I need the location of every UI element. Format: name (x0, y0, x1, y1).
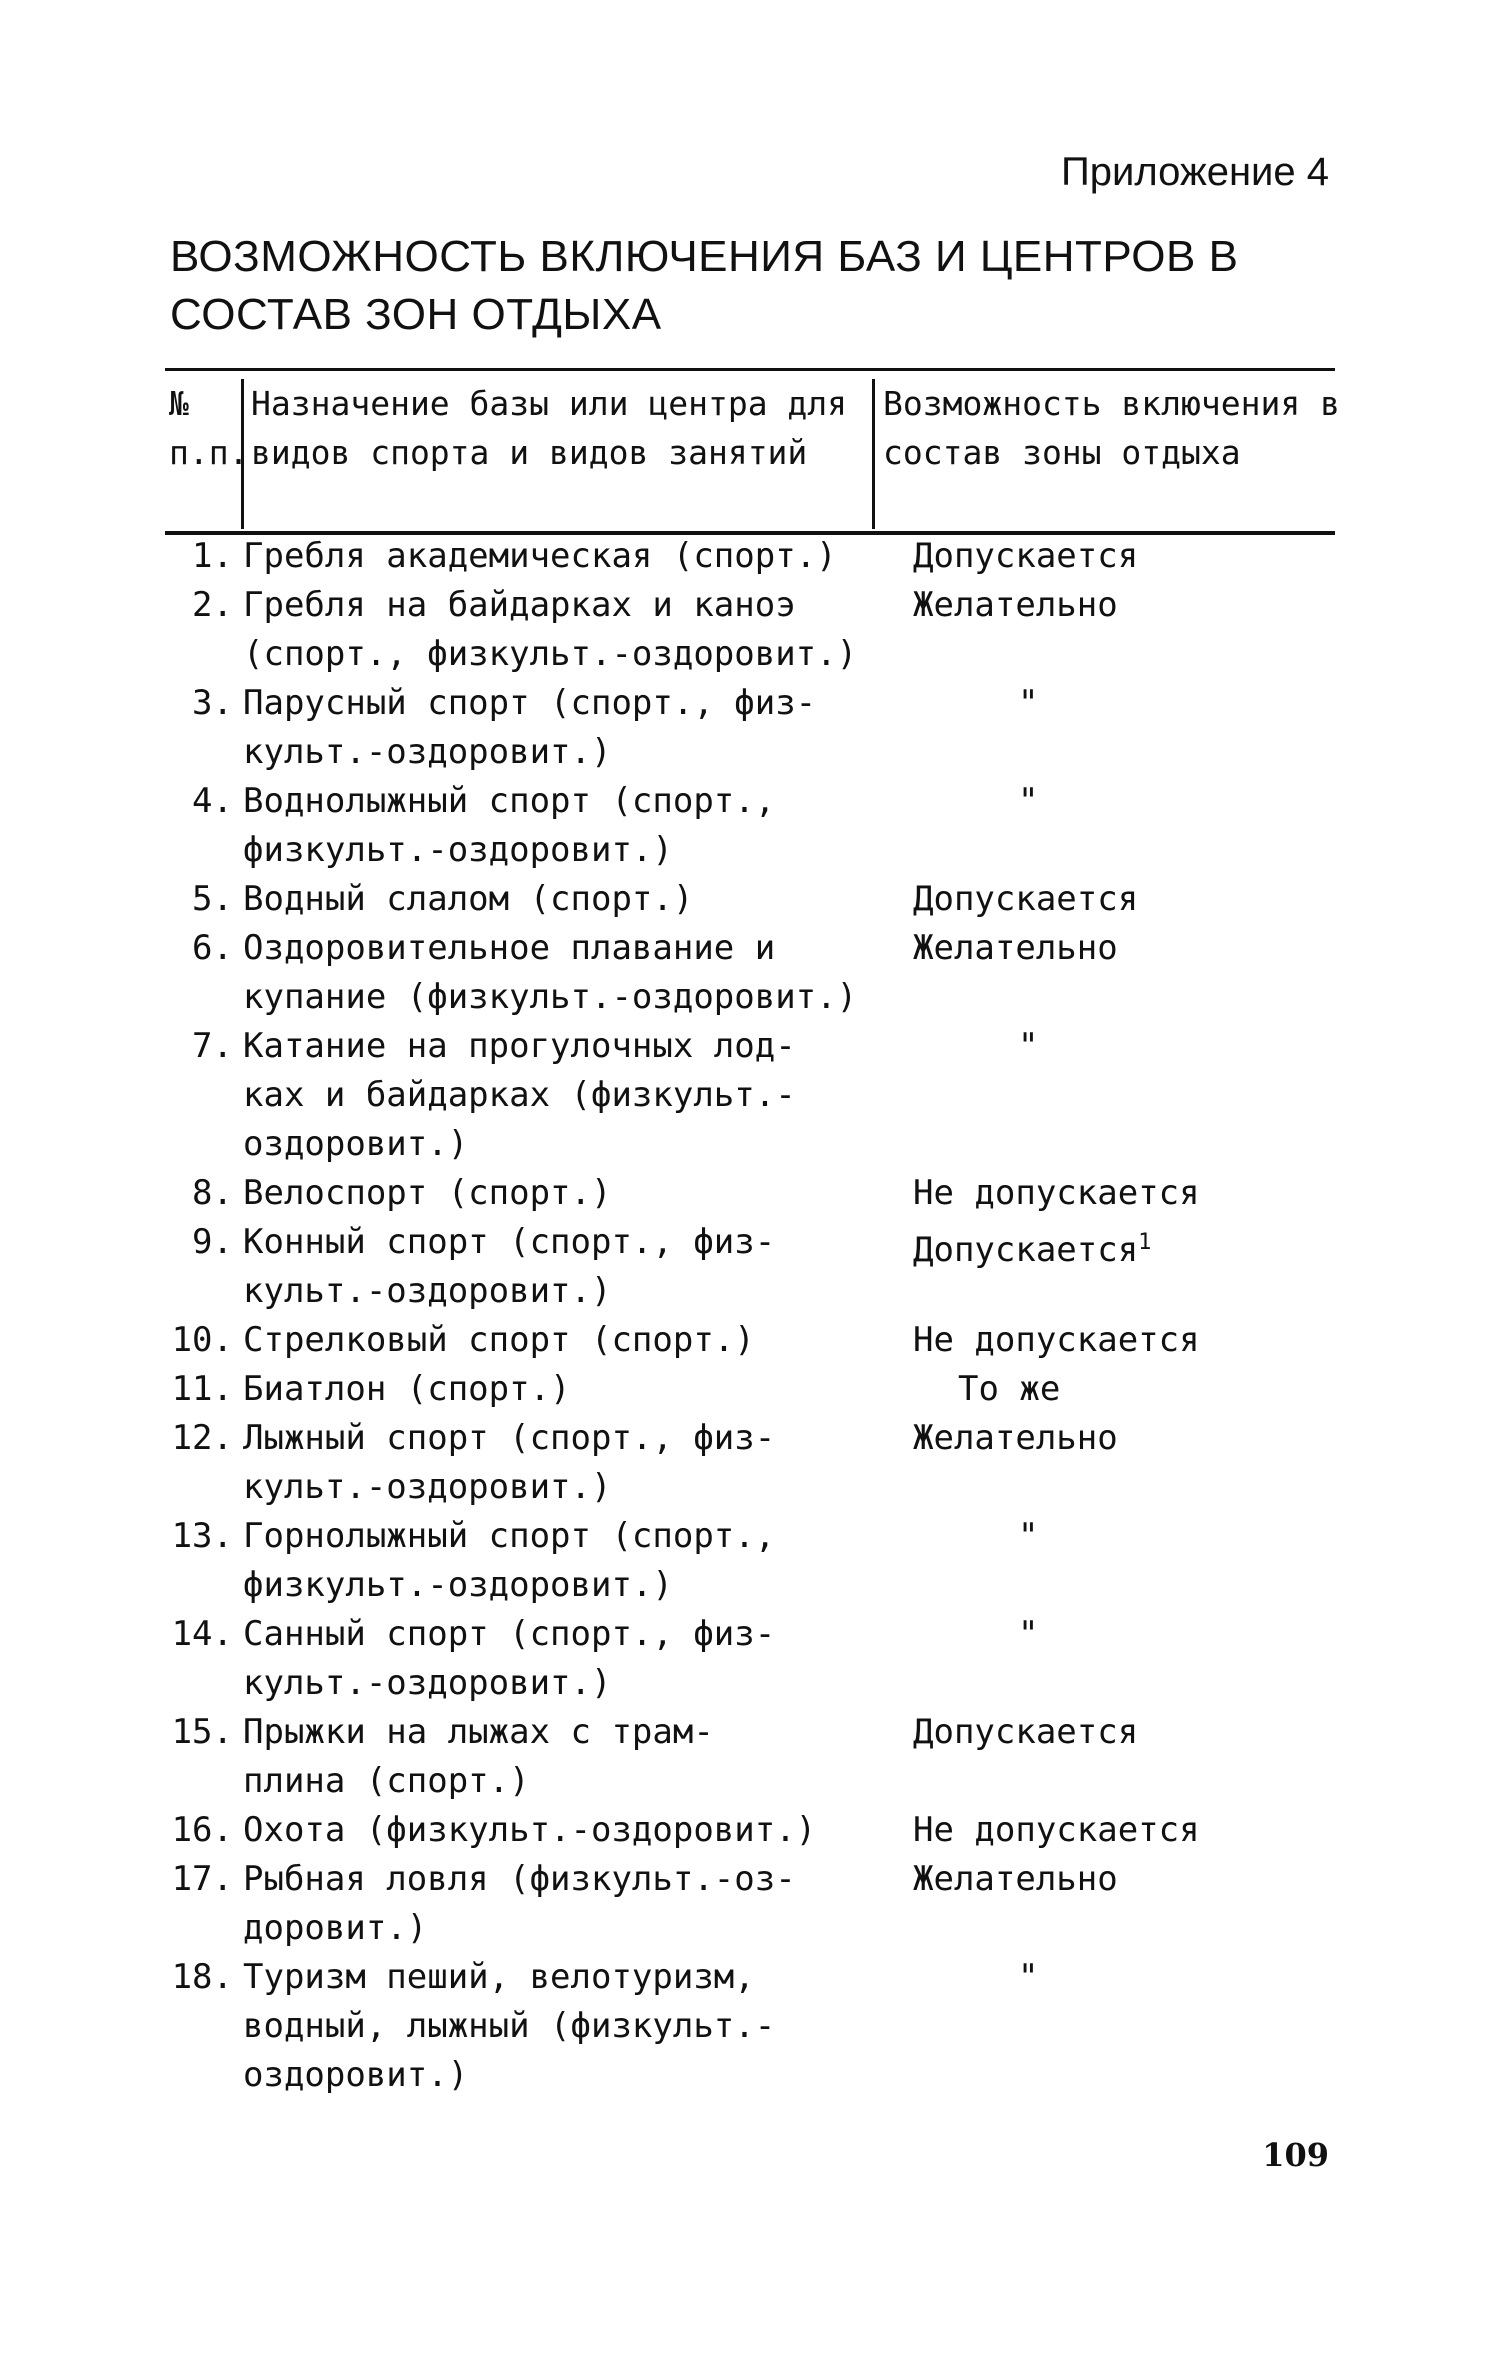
row-purpose: Парусный спорт (спорт., физ- культ.-оздоровит.) (243, 683, 817, 772)
row-number: 13. (171, 1516, 233, 1556)
table-row (165, 1953, 1335, 2100)
row-possibility: Допускается (913, 1712, 1139, 1752)
row-possibility: Желательно (913, 1418, 1118, 1458)
row-purpose: Рыбная ловля (физкульт.-оз- доровит.) (243, 1859, 796, 1948)
row-number: 4. (192, 781, 233, 821)
row-purpose: Катание на прогулочных лод- ках и байдарках (физкульт.- оздоровит.) (243, 1026, 796, 1164)
table-row (165, 1169, 1335, 1218)
footnote-marker: 1 (1138, 1230, 1152, 1255)
row-number: 17. (171, 1859, 233, 1899)
table-row (165, 875, 1335, 924)
row-possibility: Желательно (913, 1859, 1118, 1899)
row-number: 6. (192, 928, 233, 968)
table-row (165, 924, 1335, 1022)
row-purpose: Санный спорт (спорт., физ- культ.-оздоровит.) (243, 1614, 776, 1703)
row-possibility-text: Допускается (913, 1230, 1139, 1270)
row-number: 15. (171, 1712, 233, 1752)
row-number: 18. (171, 1957, 233, 1997)
row-possibility: Не допускается (913, 1173, 1200, 1213)
table-row (165, 1316, 1335, 1365)
row-number: 1. (192, 536, 233, 576)
page-number: 109 (1262, 2136, 1329, 2174)
table-row (165, 581, 1335, 679)
row-possibility: Допускается (913, 536, 1139, 576)
row-purpose: Воднолыжный спорт (спорт., физкульт.-оздоровит.) (243, 781, 776, 870)
row-possibility: Не допускается (913, 1810, 1200, 1850)
row-purpose: Лыжный спорт (спорт., физ- культ.-оздоровит.) (243, 1418, 776, 1507)
row-purpose: Конный спорт (спорт., физ- культ.-оздоровит.) (243, 1222, 776, 1311)
table-row (165, 1365, 1335, 1414)
row-purpose: Туризм пеший, велотуризм, водный, лыжный (физкульт.- оздоровит.) (243, 1957, 776, 2095)
table-header (165, 368, 1340, 535)
table-row (165, 1512, 1335, 1610)
row-number: 5. (192, 879, 233, 919)
table-row (165, 1610, 1335, 1708)
row-purpose: Охота (физкульт.-оздоровит.) (243, 1810, 817, 1850)
row-number: 16. (171, 1810, 233, 1850)
row-purpose: Стрелковый спорт (спорт.) (243, 1320, 755, 1360)
table-body (165, 532, 1335, 2100)
page-title-line-2: СОСТАВ ЗОН ОТДЫХА (170, 290, 662, 339)
table-row (165, 532, 1335, 581)
row-possibility: Желательно (913, 928, 1118, 968)
row-number: 14. (171, 1614, 233, 1654)
row-number: 11. (171, 1369, 233, 1409)
row-number: 3. (192, 683, 233, 723)
row-purpose: Биатлон (спорт.) (243, 1369, 571, 1409)
row-possibility: То же (958, 1369, 1061, 1409)
table-row (165, 1708, 1335, 1806)
row-possibility: " (1018, 781, 1039, 821)
table-row (165, 1855, 1335, 1953)
row-possibility: Не допускается (913, 1320, 1200, 1360)
table-row (165, 1806, 1335, 1855)
page-title (170, 228, 1320, 344)
row-purpose: Горнолыжный спорт (спорт., физкульт.-оздоровит.) (243, 1516, 776, 1605)
table-row (165, 1218, 1335, 1316)
row-possibility: " (1018, 1026, 1039, 1066)
row-purpose: Велоспорт (спорт.) (243, 1173, 612, 1213)
row-possibility: " (1018, 1614, 1039, 1654)
row-number: 9. (192, 1222, 233, 1262)
row-possibility: " (1018, 683, 1039, 723)
row-possibility: Желательно (913, 585, 1118, 625)
row-number: 12. (171, 1418, 233, 1458)
row-number: 7. (192, 1026, 233, 1066)
row-possibility (883, 1218, 1353, 1316)
table-row (165, 1022, 1335, 1169)
header-number: № п.п. (169, 384, 249, 472)
row-possibility: Допускается (913, 879, 1139, 919)
table-row (165, 777, 1335, 875)
header-possibility: Возможность включения в состав зоны отдыха (883, 384, 1340, 472)
row-purpose: Прыжки на лыжах с трам- плина (спорт.) (243, 1712, 714, 1801)
appendix-label: Приложение 4 (1061, 150, 1329, 194)
row-number: 10. (171, 1320, 233, 1360)
row-possibility: " (1018, 1957, 1039, 1997)
table-row (165, 679, 1335, 777)
row-purpose: Гребля на байдарках и каноэ (спорт., физкульт.-оздоровит.) (243, 585, 858, 674)
row-number: 2. (192, 585, 233, 625)
row-purpose: Гребля академическая (спорт.) (243, 536, 837, 576)
page-title-line-1: ВОЗМОЖНОСТЬ ВКЛЮЧЕНИЯ БАЗ И ЦЕНТРОВ В (170, 232, 1239, 281)
header-purpose: Назначение базы или центра для видов спорта и видов занятий (251, 384, 848, 472)
table-row (165, 1414, 1335, 1512)
row-purpose: Водный слалом (спорт.) (243, 879, 694, 919)
row-number: 8. (192, 1173, 233, 1213)
row-possibility: " (1018, 1516, 1039, 1556)
row-purpose: Оздоровительное плавание и купание (физкульт.-оздоровит.) (243, 928, 858, 1017)
